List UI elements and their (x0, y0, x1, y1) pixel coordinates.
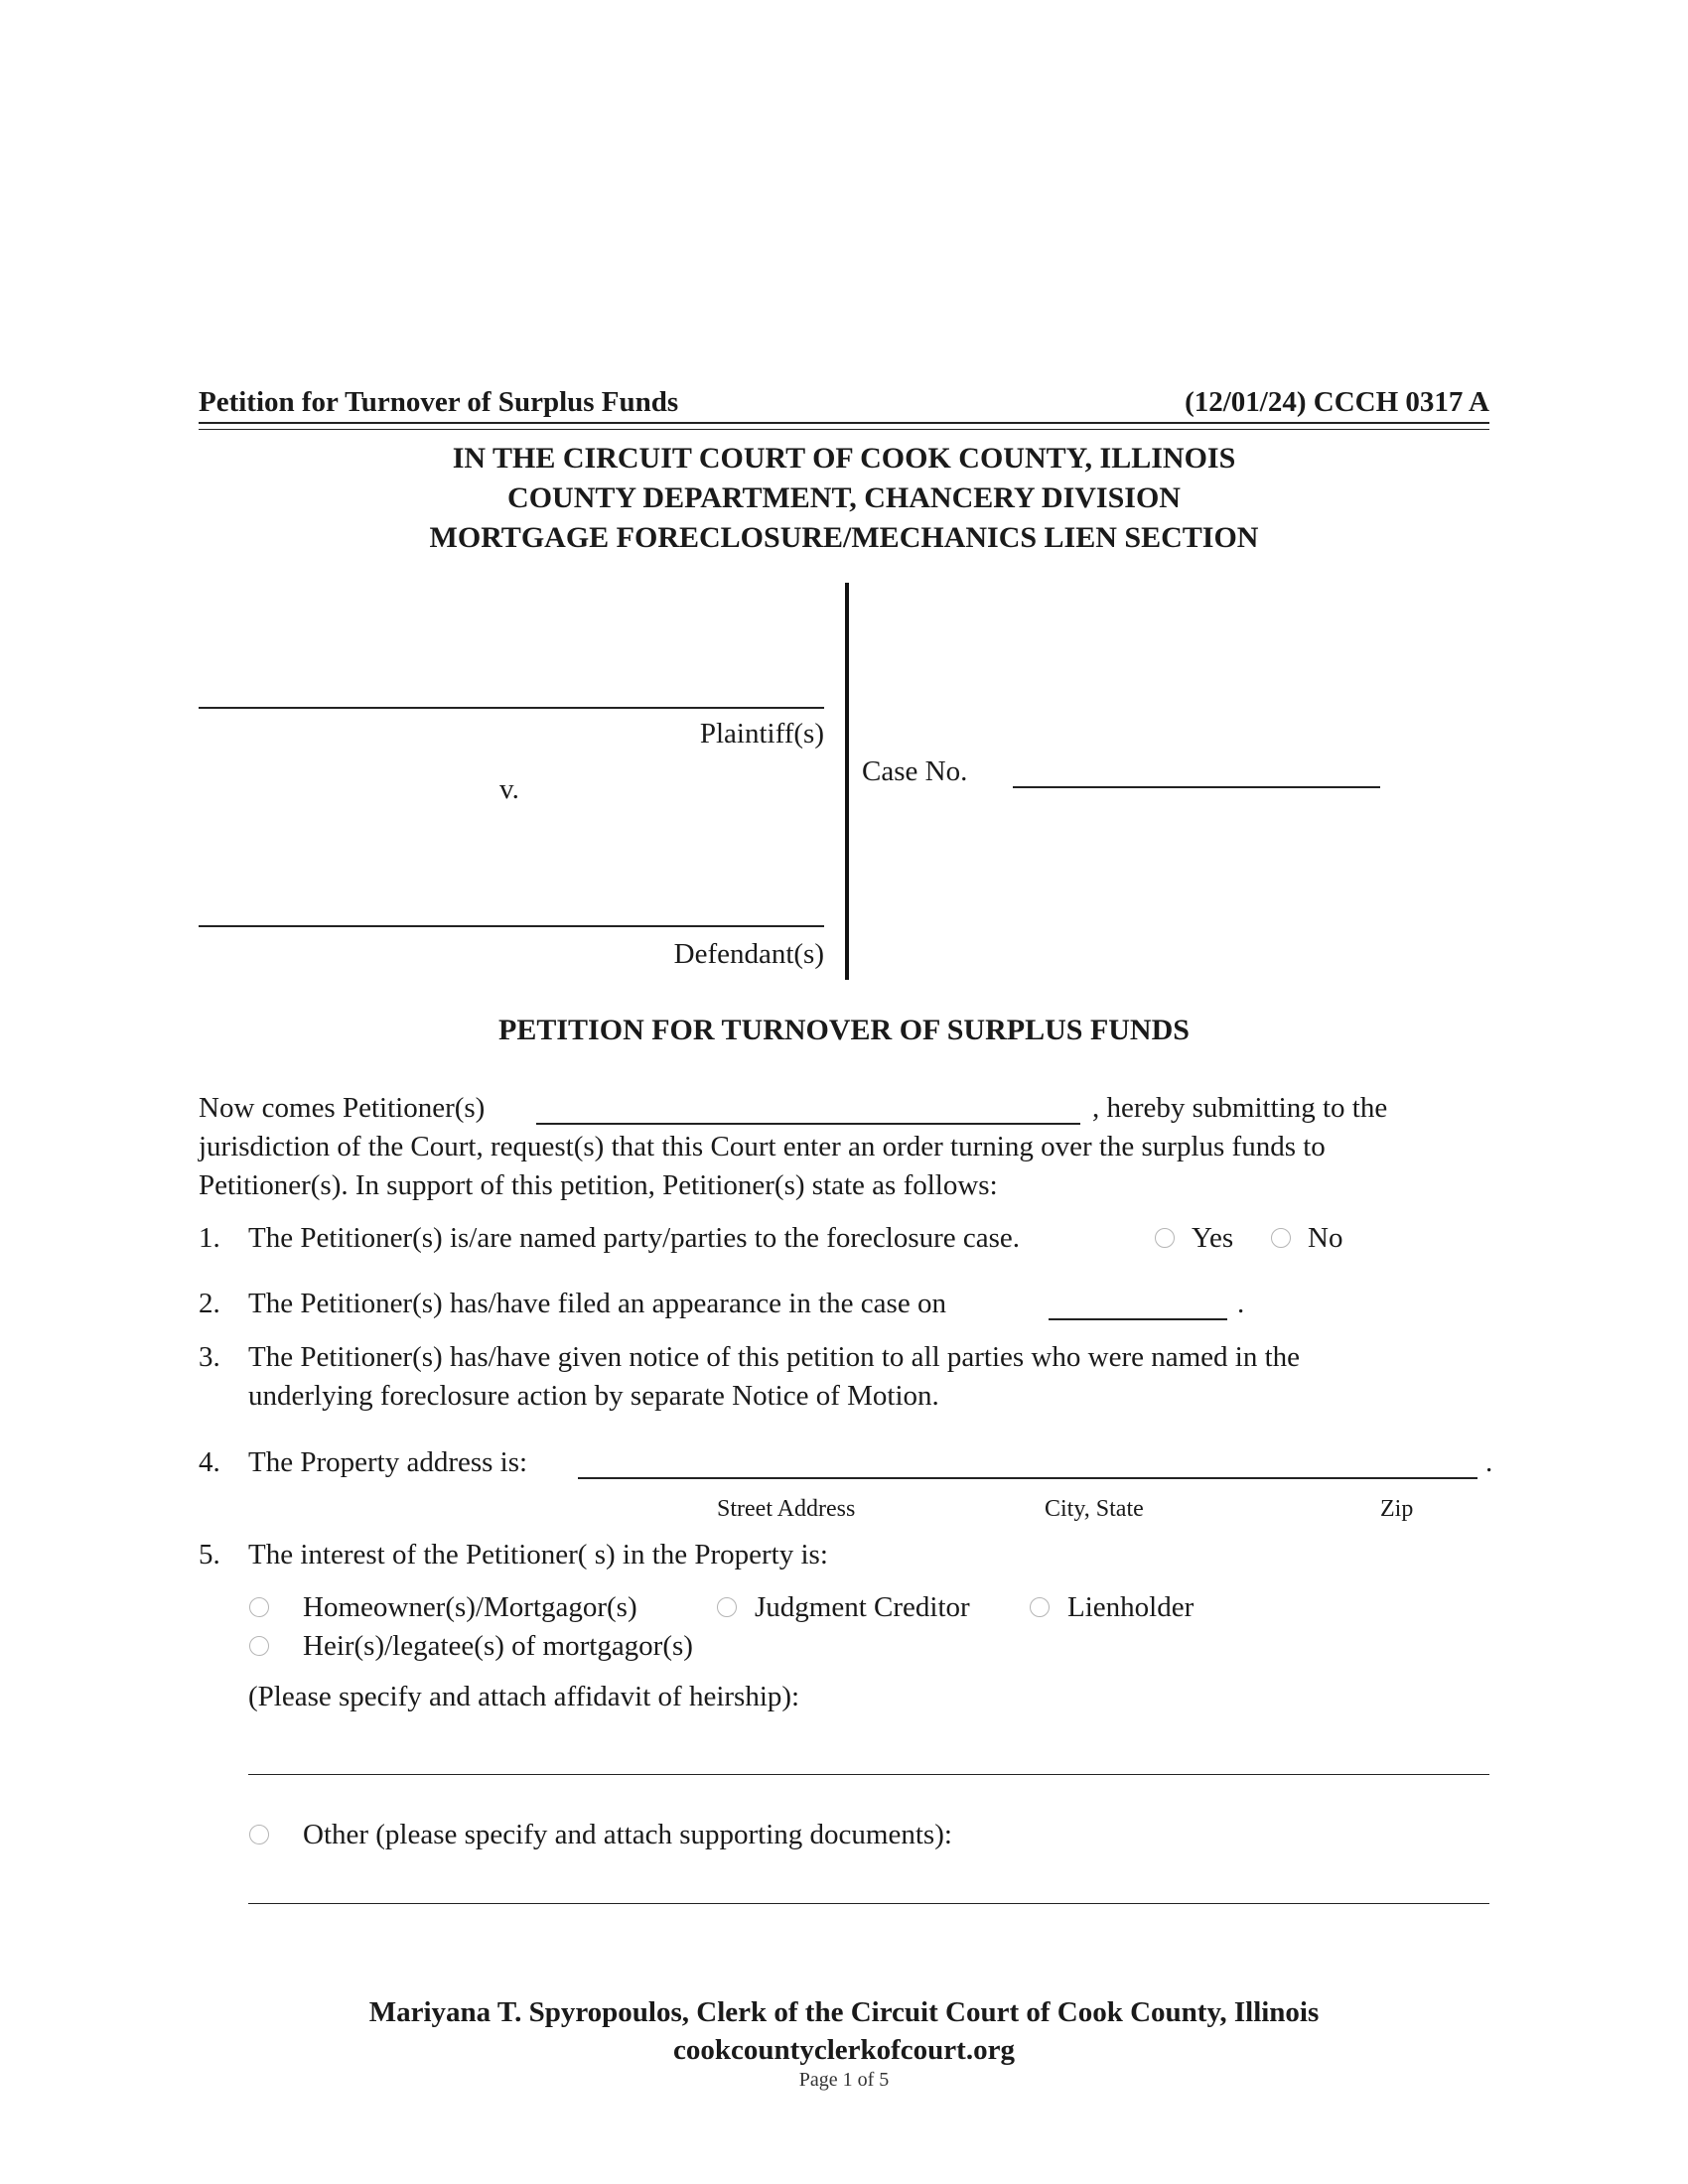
party-no-radio[interactable] (1271, 1228, 1291, 1248)
item-4-number: 4. (199, 1446, 220, 1478)
lienholder-label: Lienholder (1067, 1591, 1195, 1623)
item-3-line-1: The Petitioner(s) has/have given notice of this petition to all parties who were named in the (248, 1341, 1301, 1373)
petitioner-name-field[interactable] (536, 1089, 1080, 1123)
intro-prefix: Now comes Petitioner(s) (199, 1092, 486, 1124)
petition-title: PETITION FOR TURNOVER OF SURPLUS FUNDS (498, 1014, 1190, 1046)
other-label: Other (please specify and attach supporting documents): (303, 1819, 952, 1850)
item-3-number: 3. (199, 1341, 220, 1373)
heir-details-field[interactable] (248, 1737, 1489, 1773)
page-number: Page 1 of 5 (798, 2069, 890, 2091)
item-2-text: The Petitioner(s) has/have filed an appearance in the case on (248, 1288, 946, 1319)
header-rule-bottom (199, 429, 1489, 430)
heir-label: Heir(s)/legatee(s) of mortgagor(s) (303, 1630, 693, 1662)
item-4-text: The Property address is: (248, 1446, 528, 1478)
defendant-label: Defendant(s) (673, 938, 824, 970)
versus-label: v. (499, 773, 519, 805)
item-5-text: The interest of the Petitioner( s) in the Property is: (248, 1539, 828, 1570)
court-line-2: COUNTY DEPARTMENT, CHANCERY DIVISION (507, 481, 1181, 514)
city-state-label: City, State (1045, 1496, 1144, 1522)
item-5-number: 5. (199, 1539, 220, 1570)
property-address-line (578, 1477, 1477, 1479)
defendant-field[interactable] (199, 891, 824, 927)
caption-divider (845, 583, 849, 980)
judgment-creditor-radio[interactable] (717, 1597, 737, 1617)
plaintiff-field[interactable] (199, 675, 824, 711)
other-details-field[interactable] (248, 1866, 1489, 1902)
form-title: Petition for Turnover of Surplus Funds (199, 386, 679, 418)
defendant-line (199, 925, 824, 927)
header-rule-top (199, 422, 1489, 424)
item-1-number: 1. (199, 1222, 220, 1254)
other-radio[interactable] (249, 1825, 269, 1844)
party-no-label: No (1308, 1222, 1343, 1254)
case-no-label: Case No. (862, 755, 968, 787)
zip-label: Zip (1380, 1496, 1414, 1522)
heir-details-line (248, 1774, 1489, 1775)
other-details-line (248, 1903, 1489, 1904)
petitioner-name-line (536, 1123, 1080, 1125)
court-line-3: MORTGAGE FORECLOSURE/MECHANICS LIEN SECTION (429, 521, 1259, 554)
party-yes-radio[interactable] (1155, 1228, 1175, 1248)
item-3-line-2: underlying foreclosure action by separate Notice of Motion. (248, 1380, 939, 1412)
street-address-label: Street Address (717, 1496, 856, 1522)
plaintiff-line (199, 707, 824, 709)
item-1-text: The Petitioner(s) is/are named party/parties to the foreclosure case. (248, 1222, 1021, 1254)
judgment-creditor-label: Judgment Creditor (755, 1591, 970, 1623)
heir-note: (Please specify and attach affidavit of heirship): (248, 1681, 800, 1712)
heir-radio[interactable] (249, 1636, 269, 1656)
case-no-line (1013, 786, 1380, 788)
item-2-end: . (1237, 1288, 1245, 1319)
homeowner-label: Homeowner(s)/Mortgagor(s) (303, 1591, 637, 1623)
appearance-date-field[interactable] (1049, 1285, 1227, 1318)
clerk-website: cookcountyclerkofcourt.org (673, 2034, 1015, 2066)
court-line-1: IN THE CIRCUIT COURT OF COOK COUNTY, ILLINOIS (452, 442, 1236, 475)
intro-line-2: jurisdiction of the Court, request(s) that this Court enter an order turning over the surplus funds to (199, 1131, 1326, 1162)
property-address-field[interactable] (578, 1443, 1477, 1477)
plaintiff-label: Plaintiff(s) (699, 718, 824, 750)
case-no-field[interactable] (1013, 752, 1380, 786)
clerk-name: Mariyana T. Spyropoulos, Clerk of the Circuit Court of Cook County, Illinois (368, 1996, 1320, 2028)
party-yes-label: Yes (1192, 1222, 1234, 1254)
intro-line-3: Petitioner(s). In support of this petition, Petitioner(s) state as follows: (199, 1169, 998, 1201)
appearance-date-line (1049, 1318, 1227, 1320)
homeowner-radio[interactable] (249, 1597, 269, 1617)
form-code: (12/01/24) CCCH 0317 A (1185, 386, 1489, 418)
intro-suffix: , hereby submitting to the (1092, 1092, 1388, 1124)
lienholder-radio[interactable] (1030, 1597, 1050, 1617)
item-4-end: . (1485, 1446, 1493, 1478)
item-2-number: 2. (199, 1288, 220, 1319)
